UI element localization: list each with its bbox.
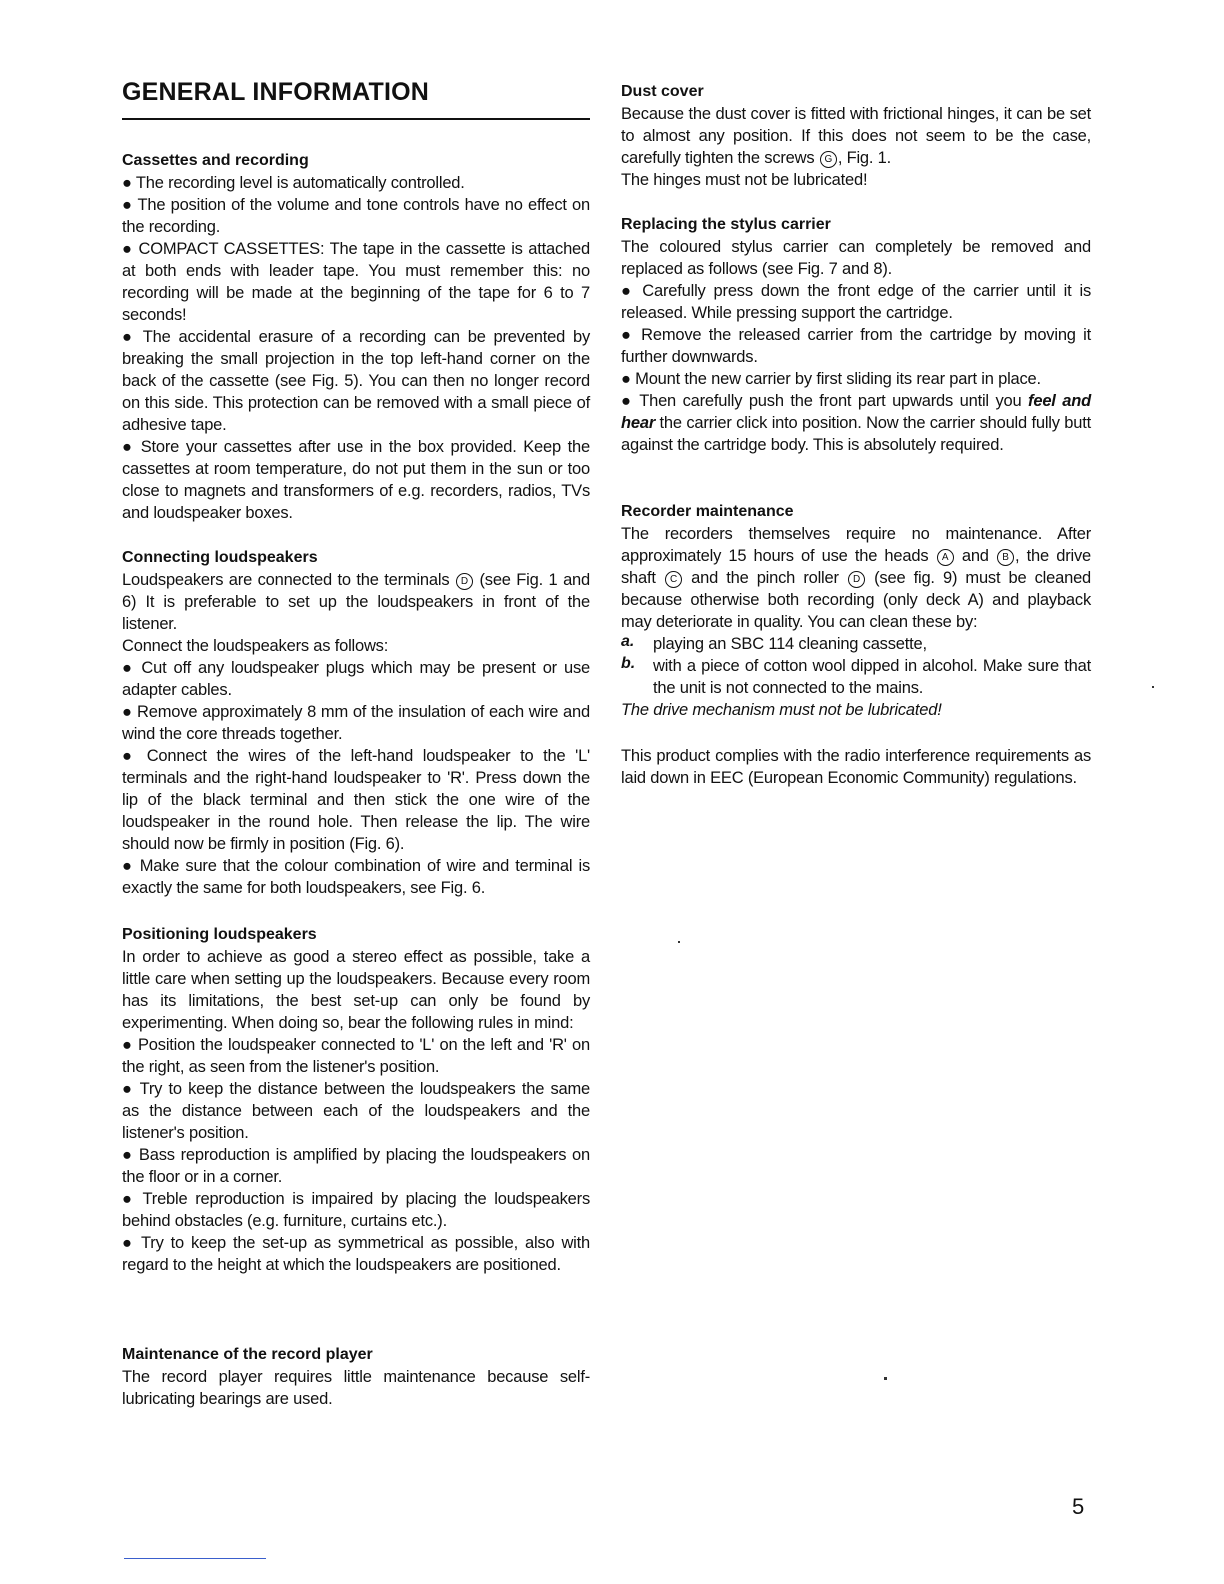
paragraph: ● Bass reproduction is amplified by placing the loudspeakers on the floor or in a corner. <box>122 1146 590 1186</box>
text-run: , the drive shaft <box>621 547 1091 587</box>
text-run: The recorders themselves require no maintenance. After approximately 15 hours of use the heads <box>621 525 1091 565</box>
section-heading: Positioning loudspeakers <box>122 926 317 943</box>
paragraph: ● COMPACT CASSETTES: The tape in the cassette is attached at both ends with leader tape. You must remember this: no recording will be made at the beginning of the tape for 6 to 7 seconds! <box>122 240 590 324</box>
section-recorder-maintenance <box>621 501 1091 721</box>
head-b-symbol-icon: B <box>997 549 1014 566</box>
text-run: Loudspeakers are connected to the terminals <box>122 571 450 589</box>
text-run: , Fig. 1. <box>837 149 892 167</box>
paragraph <box>621 390 1091 456</box>
scan-speck <box>678 941 680 943</box>
text-run: the carrier click into position. Now the carrier should fully butt against the cartridge body. This is absolutely required. <box>621 414 1091 454</box>
screw-symbol-icon: G <box>820 151 837 168</box>
section-compliance <box>621 745 1091 789</box>
paragraph: ● The position of the volume and tone controls have no effect on the recording. <box>122 196 590 236</box>
paragraph: The record player requires little maintenance because self-lubricating bearings are used. <box>122 1368 590 1408</box>
section-connecting-loudspeakers <box>122 547 590 899</box>
page-title: GENERAL INFORMATION <box>122 78 430 106</box>
paragraph: In order to achieve as good a stereo effect as possible, take a little care when setting up the loudspeakers. Because every room has its limitations, the best set-up can only be found by experimenting. When doing so, bear the following rules in mind: <box>122 948 590 1032</box>
paragraph: The hinges must not be lubricated! <box>621 171 868 189</box>
scan-artifact-line <box>124 1558 266 1559</box>
paragraph: ● Remove approximately 8 mm of the insulation of each wire and wind the core threads together. <box>122 703 590 743</box>
paragraph <box>122 569 590 635</box>
text-run: (see Fig. 1 and 6) It is preferable to set up the loudspeakers in front of the listener. <box>122 571 590 633</box>
paragraph: ● The accidental erasure of a recording can be prevented by breaking the small projection in the top left-hand corner on the back of the cassette (see Fig. 5). You can then no longer record on this side. This protection can be removed with a small piece of adhesive tape. <box>122 328 590 434</box>
section-heading: Recorder maintenance <box>621 503 794 520</box>
list-item <box>621 633 1091 655</box>
list-marker: b. <box>621 655 636 672</box>
text-run: (see fig. 9) must be cleaned because otherwise both recording (only deck A) and playback may deteriorate in quality. You can clean these by: <box>621 569 1092 631</box>
pinch-roller-symbol-icon: D <box>848 571 865 588</box>
section-record-player-maintenance <box>122 1344 590 1410</box>
paragraph: ● Treble reproduction is impaired by placing the loudspeakers behind obstacles (e.g. furniture, curtains etc.). <box>122 1190 590 1230</box>
section-heading: Dust cover <box>621 83 704 100</box>
title-underline <box>122 118 590 120</box>
section-heading: Maintenance of the record player <box>122 1346 373 1363</box>
section-heading: Connecting loudspeakers <box>122 549 318 566</box>
paragraph: ● Try to keep the distance between the loudspeakers the same as the distance between each of the loudspeakers and the listener's position. <box>122 1080 590 1142</box>
paragraph: This product complies with the radio interference requirements as laid down in EEC (European Economic Community) regulations. <box>621 747 1091 787</box>
paragraph <box>621 103 1091 169</box>
list-text: with a piece of cotton wool dipped in alcohol. Make sure that the unit is not connected to the mains. <box>653 657 1091 697</box>
paragraph: Connect the loudspeakers as follows: <box>122 637 389 655</box>
scan-speck <box>884 1377 887 1380</box>
page-number: 5 <box>1072 1494 1085 1519</box>
list-item <box>621 655 1091 699</box>
drive-shaft-symbol-icon: C <box>665 571 682 588</box>
emphasis: feel and hear <box>621 392 1091 432</box>
paragraph: ● Try to keep the set-up as symmetrical as possible, also with regard to the height at which the loudspeakers are positioned. <box>122 1234 590 1274</box>
paragraph: ● Position the loudspeaker connected to 'L' on the left and 'R' on the right, as seen from the listener's position. <box>122 1036 590 1076</box>
text-run: Because the dust cover is fitted with frictional hinges, it can be set to almost any position. If this does not seem to be the case, carefully tighten the screws <box>621 105 1091 167</box>
section-stylus-carrier <box>621 214 1091 456</box>
paragraph: ● Mount the new carrier by first sliding its rear part in place. <box>621 370 1041 388</box>
scan-speck <box>1152 686 1154 688</box>
text-run: and <box>961 547 989 565</box>
paragraph: The coloured stylus carrier can completely be removed and replaced as follows (see Fig. 7 and 8). <box>621 238 1091 278</box>
section-dust-cover <box>621 81 1091 191</box>
list-marker: a. <box>621 633 635 650</box>
paragraph: ● The recording level is automatically controlled. <box>122 174 465 192</box>
note: The drive mechanism must not be lubricated! <box>621 701 942 719</box>
text-run: ● Then carefully push the front part upwards until you <box>621 392 1022 410</box>
section-cassettes <box>122 150 590 524</box>
paragraph: ● Store your cassettes after use in the box provided. Keep the cassettes at room temperature, do not put them in the sun or too close to magnets and transformers of e.g. recorders, radios, TVs and loudspeaker boxes. <box>122 438 590 522</box>
section-heading: Cassettes and recording <box>122 152 309 169</box>
text-run: and the pinch roller <box>691 569 839 587</box>
paragraph: ● Cut off any loudspeaker plugs which may be present or use adapter cables. <box>122 659 590 699</box>
paragraph: ● Connect the wires of the left-hand loudspeaker to the 'L' terminals and the right-hand loudspeaker to 'R'. Press down the lip of the black terminal and then stick the one wire of the loudspeaker in the round hole. Then release the lip. The wire should now be firmly in position (Fig. 6). <box>122 747 590 853</box>
section-positioning-loudspeakers <box>122 924 590 1276</box>
paragraph <box>621 523 1091 633</box>
paragraph: ● Make sure that the colour combination of wire and terminal is exactly the same for both loudspeakers, see Fig. 6. <box>122 857 590 897</box>
paragraph: ● Carefully press down the front edge of the carrier until it is released. While pressing support the cartridge. <box>621 282 1091 322</box>
terminal-symbol-icon: D <box>456 573 473 590</box>
head-a-symbol-icon: A <box>937 549 954 566</box>
list-text: playing an SBC 114 cleaning cassette, <box>653 635 927 653</box>
section-heading: Replacing the stylus carrier <box>621 216 831 233</box>
paragraph: ● Remove the released carrier from the cartridge by moving it further downwards. <box>621 326 1091 366</box>
